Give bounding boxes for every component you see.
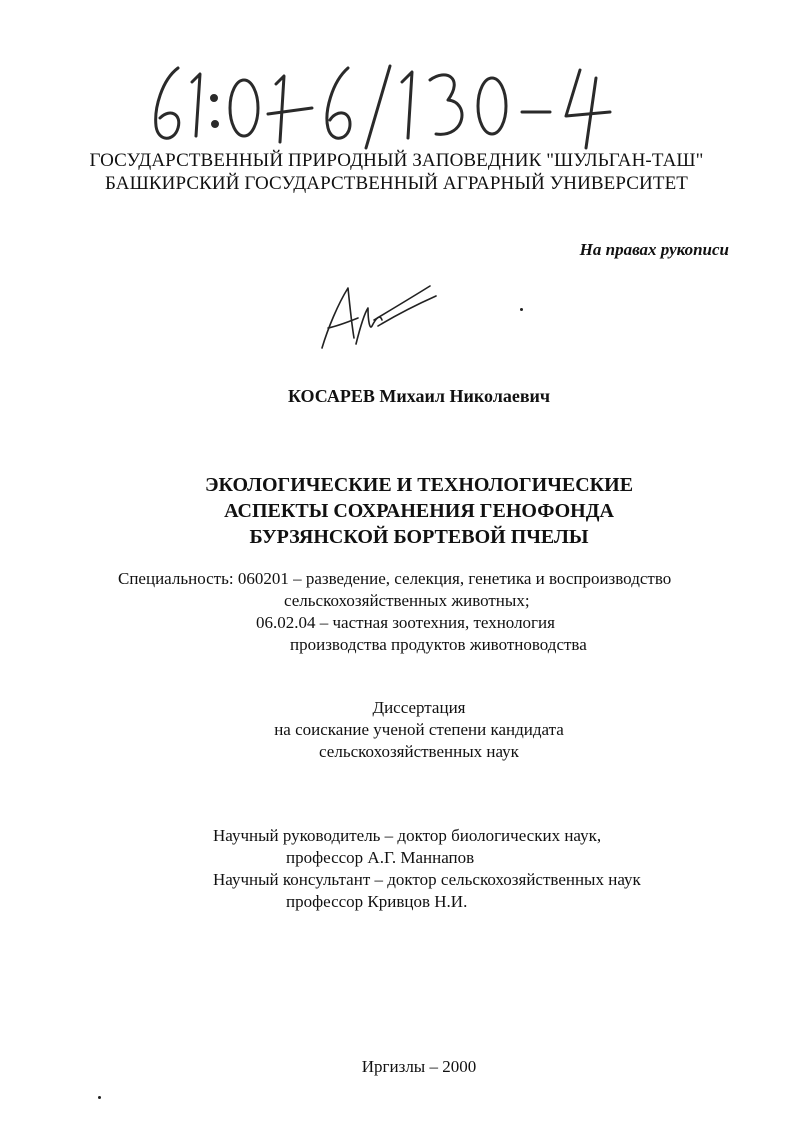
- thesis-title-line: АСПЕКТЫ СОХРАНЕНИЯ ГЕНОФОНДА: [224, 500, 614, 522]
- handwritten-archive-code: [140, 58, 620, 150]
- speck: [520, 308, 523, 311]
- specialty-line: Специальность: 060201 – разведение, селекция, генетика и воспроизводство: [118, 569, 672, 588]
- author-name: КОСАРЕВ Михаил Николаевич: [287, 386, 551, 406]
- thesis-title-line: ЭКОЛОГИЧЕСКИЕ И ТЕХНОЛОГИЧЕСКИЕ: [204, 474, 634, 496]
- institution-line: БАШКИРСКИЙ ГОСУДАРСТВЕННЫЙ АГРАРНЫЙ УНИВЕРСИТЕТ: [105, 173, 688, 194]
- institution-line: ГОСУДАРСТВЕННЫЙ ПРИРОДНЫЙ ЗАПОВЕДНИК "ШУЛЬГАН-ТАШ": [89, 150, 704, 171]
- rights-note: На правах рукописи: [579, 240, 729, 259]
- supervisor-line: профессор А.Г. Маннапов: [286, 848, 475, 867]
- dissertation-line: Диссертация: [372, 698, 466, 717]
- specialty-line: производства продуктов животноводства: [290, 635, 587, 654]
- consultant-line: профессор Кривцов Н.И.: [286, 892, 468, 911]
- place-year: Иргизлы – 2000: [361, 1057, 477, 1076]
- dissertation-line: на соискание ученой степени кандидата: [274, 720, 564, 739]
- dissertation-line: сельскохозяйственных наук: [319, 742, 519, 761]
- speck: [98, 1096, 101, 1099]
- thesis-title-line: БУРЗЯНСКОЙ БОРТЕВОЙ ПЧЕЛЫ: [249, 526, 589, 548]
- specialty-line: сельскохозяйственных животных;: [284, 591, 530, 610]
- consultant-line: Научный консультант – доктор сельскохозяйственных наук: [213, 870, 641, 889]
- signature: [314, 268, 440, 354]
- specialty-line: 06.02.04 – частная зоотехния, технология: [256, 613, 555, 632]
- supervisor-line: Научный руководитель – доктор биологических наук,: [213, 826, 602, 845]
